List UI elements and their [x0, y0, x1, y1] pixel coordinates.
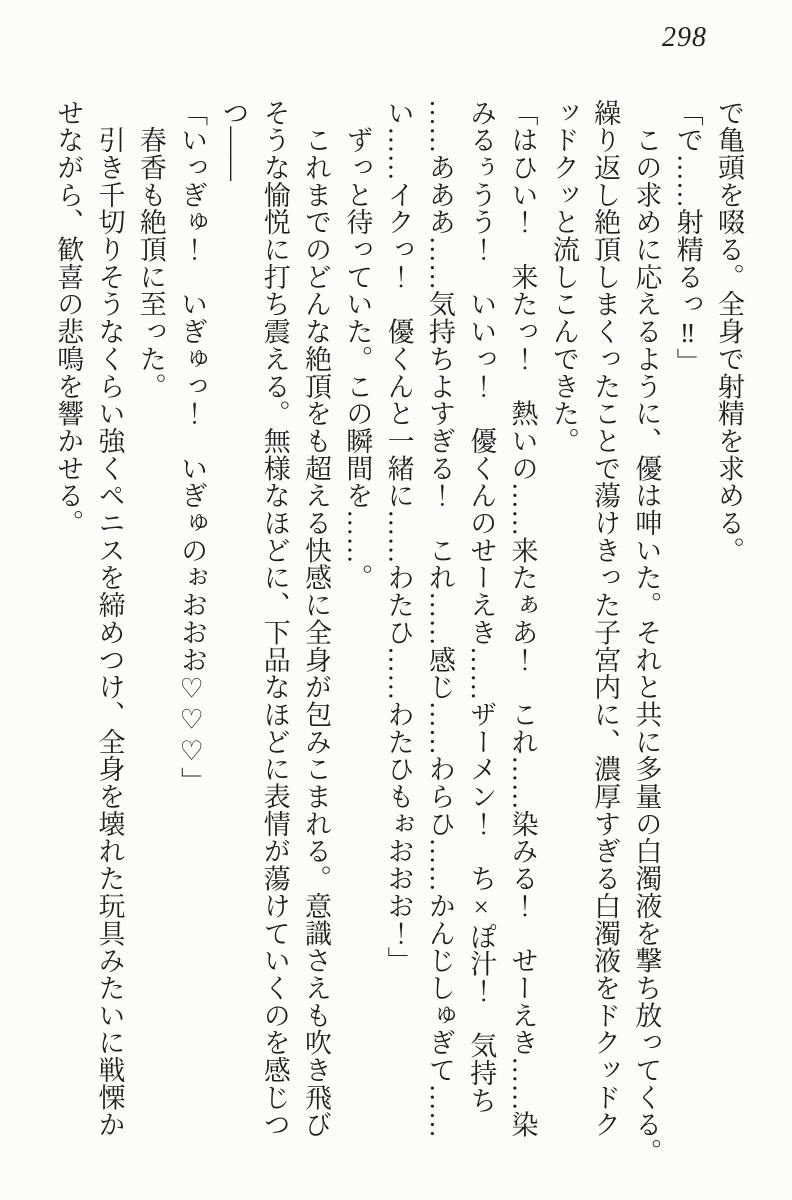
text-column: つ――	[218, 99, 249, 182]
text-column: 「で……射精るっ‼」	[672, 99, 703, 376]
text-column: 「はひい！ 来たっ！ 熱いの……来たぁあ！ これ……染みる！ せーえき……染	[507, 99, 538, 1139]
text-column: みるぅうう！ いいっ！ 優くんのせーえき……ザーメン！ ち×ぽ汁！ 気持ち	[466, 99, 497, 1114]
text-column: い……イクっ！ 優くんと一緒に……わたひ……わたひもぉおおお！」	[383, 99, 414, 975]
text-column: そうな愉悦に打ち震える。無様なほどに、下品なほどに表情が蕩けていくのを感じつ	[259, 99, 290, 1139]
text-column: この求めに応えるように、優は呻いた。それと共に多量の白濁液を撃ち放ってくる。	[631, 99, 662, 1166]
vertical-text-block	[45, 99, 749, 1167]
text-column: ッドクッと流しこんできた。	[548, 99, 579, 455]
text-column: 繰り返し絶頂しまくったことで蕩けきった子宮内に、濃厚すぎる白濁液をドクッドク	[590, 99, 621, 1139]
text-column: これまでのどんな絶頂をも超える快感に全身が包みこまれる。意識さえも吹き飛び	[301, 99, 332, 1139]
text-column: ずっと待っていた。この瞬間を……。	[342, 99, 373, 592]
text-column: 春香も絶頂に至った。	[135, 99, 166, 400]
text-column: 「いっぎゅ！ いぎゅっ！ いぎゅのぉおおお♡♡♡」	[177, 99, 208, 795]
text-column: で亀頭を啜る。全身で射精を求める。	[714, 99, 744, 564]
text-column: ……あああ……気持ちよすぎる！ これ……感じ……わらひ……かんじしゅぎて……	[424, 99, 455, 1139]
page-number: 298	[662, 22, 707, 53]
text-column: 引き千切りそうなくらい強くペニスを締めつけ、全身を壊れた玩具みたいに戦慄か	[94, 99, 125, 1139]
text-column: せながら、歓喜の悲鳴を響かせる。	[53, 99, 84, 537]
